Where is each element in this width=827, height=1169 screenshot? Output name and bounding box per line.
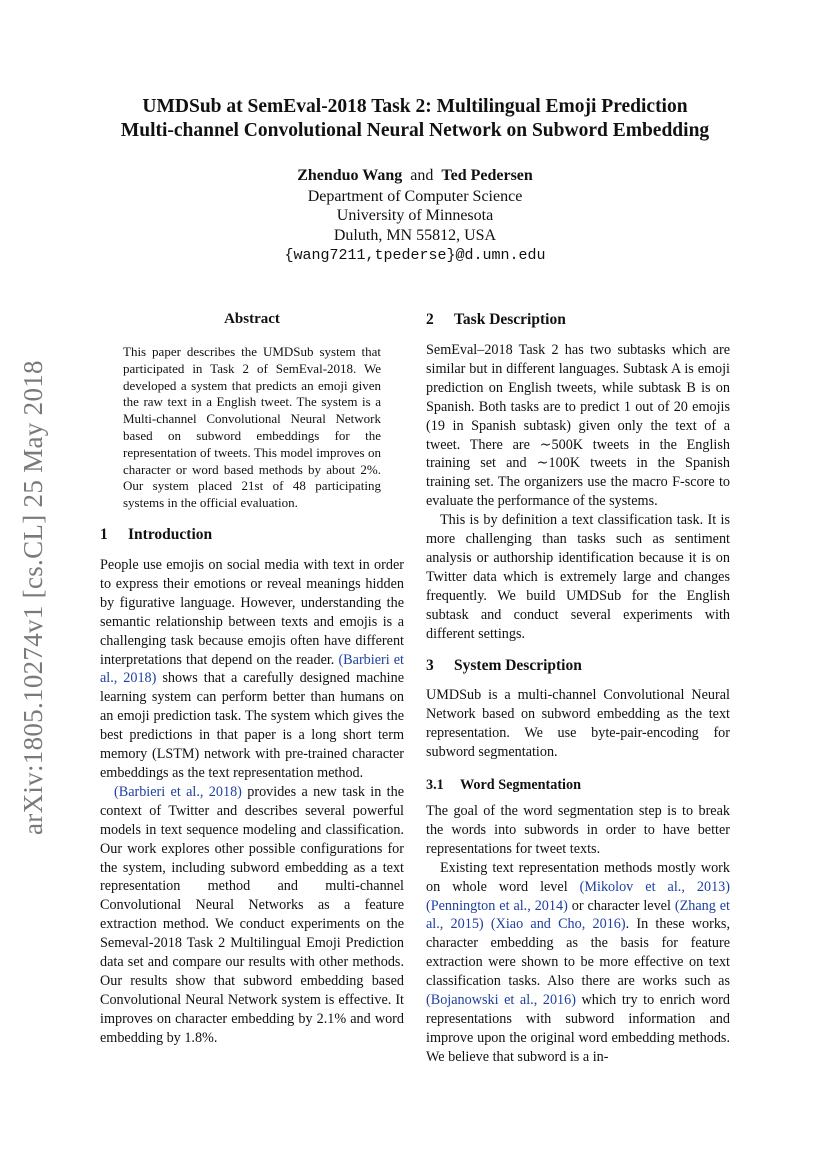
- affiliation-city: Duluth, MN 55812, USA: [333, 227, 497, 244]
- section-number: 2: [426, 311, 434, 328]
- subsection-heading-word-segmentation: [426, 777, 581, 794]
- introduction-body: [100, 556, 404, 1048]
- author-conjunction: and: [410, 167, 434, 184]
- section-number: 3: [426, 657, 434, 674]
- text-run: or character level: [567, 897, 675, 914]
- author-email: {wang7211,tpederse}@d.umn.edu: [284, 247, 546, 264]
- citation-link[interactable]: (Mikolov et al., 2013): [579, 878, 730, 895]
- title-line-2: Multi-channel Convolutional Neural Network on Subword Embedding: [120, 120, 710, 141]
- author-name: Zhenduo Wang: [297, 167, 403, 184]
- text-run: . In these works, character embedding as the basis for feature extraction were shown to be more effective on text classification tasks. Also there are works such as: [426, 916, 730, 990]
- abstract-heading: Abstract: [224, 311, 280, 327]
- text-run: shows that a carefully designed machine learning system can perform better than humans on an emoji prediction task. The system which gives the best predictions in that paper is a long short term memory (LSTM) network with pre-trained character embeddings as the text representation method.: [100, 670, 405, 781]
- author-line: [95, 166, 735, 186]
- section-heading-introduction: [100, 526, 212, 544]
- citation-link[interactable]: (Pennington et al., 2014): [426, 897, 568, 914]
- text-run: People use emojis on social media with text in order to express their emotions or reveal meanings hidden by figurative language. However, understanding the semantic relationship between texts and emojis is a challenging task because emojis often have different interpretations that depend on the reader.: [100, 557, 404, 668]
- affiliation-dept: Department of Computer Science: [307, 188, 523, 205]
- paragraph: SemEval–2018 Task 2 has two subtasks which are similar but in different languages. Subtask A is emoji prediction on English tweets, while subtask B is on Spanish. Both tasks are to predict 1 out of 20 emojis (19 in Spanish subtask) given only the text of a tweet. There are ∼500K tweets in the English training set and ∼100K tweets in the Spanish training set. The organizers use the macro F-score to evaluate the performance of the systems.: [426, 342, 730, 510]
- abstract-text: This paper describes the UMDSub system that participated in Task 2 of SemEval-2018. We developed a system that predicts an emoji given the raw text in a English tweet. The system is a Multi-channel Convolutional Neural Network based on subword embeddings for the representation of tweets. This model improves on character or word based methods by about 2%. Our system placed 21st of 48 participating systems in the official evaluation.: [123, 344, 381, 511]
- section-title: System Description: [454, 657, 582, 674]
- subsection-title: Word Segmentation: [460, 777, 581, 793]
- section-heading-task-description: [426, 311, 566, 329]
- citation-link[interactable]: (Xiao and Cho, 2016): [490, 916, 626, 933]
- paragraph: UMDSub is a multi-channel Convolutional Neural Network based on subword embedding as the text representation. We use byte-pair-encoding for subword segmentation.: [426, 687, 730, 760]
- text-run: provides a new task in the context of Twitter and describes several powerful models in text sequence modeling and classification. Our work explores other possible configurations for the system, including subword embedding as a text representation method and multi-channel Convolutional Neural Networks as a feature extraction method. We conduct experiments on the Semeval-2018 Task 2 Multilingual Emoji Prediction data set and compare our results with other methods. Our results show that subword embedding based Convolutional Neural Network system is effective. It improves on character embedding by 2.1% and word embedding by 1.8%.: [100, 783, 404, 1046]
- paragraph: [100, 783, 404, 1048]
- paragraph: [100, 556, 404, 783]
- word-segmentation-body: [426, 802, 730, 1067]
- paragraph: The goal of the word segmentation step is to break the words into subwords in order to have better representations for tweet texts.: [426, 803, 730, 857]
- paragraph: This is by definition a text classification task. It is more challenging than tasks such as sentiment analysis or authorship identification because it is on Twitter data which is extremely large and changes frequently. We build UMDSub for the English subtask and conduct several experiments with different settings.: [426, 512, 730, 642]
- task-description-body: [426, 341, 730, 644]
- section-title: Task Description: [454, 311, 566, 328]
- paragraph: [426, 859, 730, 1067]
- citation-link[interactable]: (Zhang et al., 2015): [426, 897, 730, 933]
- citation-link[interactable]: (Barbieri et al., 2018): [114, 783, 242, 800]
- text-run: Existing text representation methods mostly work on whole word level: [426, 859, 730, 895]
- subsection-number: 3.1: [426, 777, 444, 793]
- citation-link[interactable]: (Barbieri et al., 2018): [100, 651, 404, 687]
- section-number: 1: [100, 526, 108, 543]
- title-line-1: UMDSub at SemEval-2018 Task 2: Multilingual Emoji Prediction: [142, 96, 688, 117]
- section-title: Introduction: [128, 526, 213, 543]
- system-description-body: [426, 686, 730, 762]
- citation-link[interactable]: (Bojanowski et al., 2016): [426, 992, 576, 1009]
- text-run: which try to enrich word representations with subword information and improve upon the original word embedding methods. We believe that subword is a in-: [426, 992, 731, 1065]
- section-heading-system-description: [426, 657, 582, 675]
- affiliation-univ: University of Minnesota: [336, 207, 494, 224]
- arxiv-identifier: arXiv:1805.10274v1 [cs.CL] 25 May 2018: [18, 360, 48, 835]
- author-name: Ted Pedersen: [441, 167, 533, 184]
